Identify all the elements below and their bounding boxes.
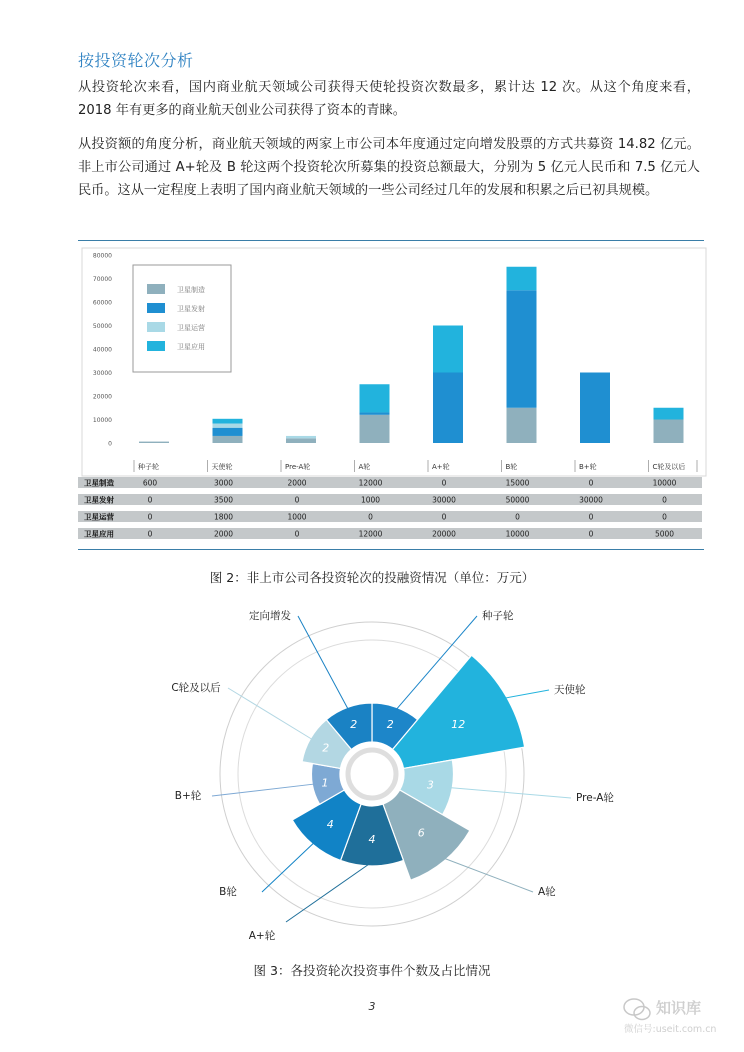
bar-segment xyxy=(213,419,243,424)
watermark-subtitle: 微信号:useit.com.cn xyxy=(624,1024,717,1035)
slice-value-label: 3 xyxy=(426,778,434,792)
table-cell: 30000 xyxy=(579,495,603,505)
category-label: A+轮 xyxy=(432,463,450,471)
slice-category-label: A+轮 xyxy=(248,930,276,942)
rose-chart xyxy=(0,592,744,962)
legend-label: 卫星应用 xyxy=(177,343,205,351)
bar-segment xyxy=(360,412,390,414)
table-row-label: 卫星发射 xyxy=(84,495,114,505)
table-row-label: 卫星制造 xyxy=(84,478,114,488)
category-label: 种子轮 xyxy=(138,463,159,471)
table-cell: 0 xyxy=(441,512,447,522)
slice-value-label: 4 xyxy=(368,833,376,846)
leader-line xyxy=(286,862,372,922)
section-title: 按投资轮次分析 xyxy=(78,51,194,70)
legend-swatch xyxy=(147,341,165,351)
table-cell: 1800 xyxy=(213,512,234,522)
table-cell: 0 xyxy=(294,529,300,539)
table-cell: 0 xyxy=(515,512,520,522)
table-cell: 15000 xyxy=(505,478,530,488)
bar-segment xyxy=(213,423,243,427)
table-cell: 1000 xyxy=(287,512,307,522)
bar-segment xyxy=(286,436,316,438)
legend-box xyxy=(133,265,231,372)
leader-line xyxy=(228,688,314,741)
table-cell: 30000 xyxy=(432,495,456,505)
paragraph-2: 从投资额的角度分析，商业航天领域的两家上市公司本年度通过定向增发股票的方式共募资 14.82 亿元。非上市公司通过 A+轮及 B 轮这两个投资轮次所募集的投资总额最大，分别为 5 亿元人民币和 7.5 亿元人民币。这从一定程度上表明了国内商业航天领域的一些公司经过几年的发展和积累之后已初具规模。 xyxy=(78,137,700,198)
slice-category-label: B轮 xyxy=(219,886,237,898)
category-label: B轮 xyxy=(505,463,518,471)
legend-label: 卫星发射 xyxy=(177,305,205,313)
category-label: A轮 xyxy=(358,463,371,471)
slice-value-label: 4 xyxy=(326,817,334,831)
y-tick-label: 30000 xyxy=(92,370,112,377)
bar-segment xyxy=(213,428,243,436)
leader-line xyxy=(262,841,315,892)
table-cell: 0 xyxy=(662,495,667,505)
y-tick-label: 40000 xyxy=(92,346,112,354)
bar-segment xyxy=(654,408,684,420)
category-label: C轮及以后 xyxy=(652,463,686,471)
legend-swatch xyxy=(147,322,165,332)
slice-value-label: 6 xyxy=(417,826,425,840)
bar-segment xyxy=(433,326,463,373)
y-tick-label: 20000 xyxy=(92,393,112,401)
slice-category-label: C轮及以后 xyxy=(171,682,221,694)
leader-line xyxy=(503,690,549,699)
slice-category-label: B+轮 xyxy=(174,790,202,802)
bar-segment xyxy=(507,267,537,291)
y-tick-label: 10000 xyxy=(92,417,112,424)
table-cell: 0 xyxy=(588,478,594,488)
y-tick-label: 80000 xyxy=(92,252,112,260)
table-cell: 10000 xyxy=(652,478,677,488)
table-row xyxy=(78,511,702,522)
paragraph-1: 从投资轮次来看，国内商业航天领域公司获得天使轮投资次数最多，累计达 12 次。从这个角度来看，2018 年有更多的商业航天创业公司获得了资本的青睐。 xyxy=(78,80,700,118)
table-cell: 0 xyxy=(588,512,594,522)
slice-value-label: 2 xyxy=(322,741,330,755)
table-cell: 0 xyxy=(147,529,153,539)
table-cell: 0 xyxy=(294,495,300,505)
table-row-label: 卫星应用 xyxy=(84,529,114,539)
table-cell: 0 xyxy=(441,478,447,488)
page-number: 3 xyxy=(368,1000,376,1013)
watermark-title: 知识库 xyxy=(656,999,702,1017)
bar-segment xyxy=(507,290,537,408)
legend-swatch xyxy=(147,303,165,313)
rose-slice xyxy=(393,655,525,768)
category-label: Pre-A轮 xyxy=(285,463,311,471)
table-cell: 3500 xyxy=(213,495,234,505)
leader-line xyxy=(448,787,571,798)
y-tick-label: 60000 xyxy=(92,299,112,307)
bar-segment xyxy=(286,438,316,443)
bar-segment xyxy=(360,384,390,412)
leader-line xyxy=(442,857,533,892)
watermark xyxy=(620,995,730,1039)
table-cell: 0 xyxy=(368,512,373,522)
y-tick-label: 70000 xyxy=(92,276,112,283)
table-cell: 10000 xyxy=(505,529,530,539)
y-tick-label: 0 xyxy=(108,440,112,448)
table-cell: 12000 xyxy=(358,529,383,539)
table-cell: 0 xyxy=(588,529,594,539)
table-cell: 0 xyxy=(147,512,153,522)
table-cell: 1000 xyxy=(360,495,381,505)
legend-swatch xyxy=(147,284,165,294)
bar-segment xyxy=(433,373,463,444)
slice-category-label: Pre-A轮 xyxy=(576,792,614,804)
bar-segment xyxy=(580,373,610,444)
bar-segment xyxy=(507,408,537,443)
figure2-caption: 图 2：非上市公司各投资轮次的投融资情况（单位：万元） xyxy=(209,570,535,585)
legend-label: 卫星制造 xyxy=(177,286,205,294)
table-row xyxy=(78,528,702,539)
table-cell: 50000 xyxy=(505,495,530,505)
table-cell: 600 xyxy=(142,478,158,488)
leader-line xyxy=(212,784,316,796)
slice-value-label: 2 xyxy=(350,717,358,731)
bar-segment xyxy=(360,415,390,443)
table-cell: 0 xyxy=(147,495,153,505)
slice-value-label: 12 xyxy=(451,718,466,732)
table-cell: 12000 xyxy=(358,478,383,488)
table-row-label: 卫星运营 xyxy=(84,512,114,522)
bar-chart xyxy=(0,241,744,551)
slice-category-label: A轮 xyxy=(538,886,556,898)
bar-segment xyxy=(654,420,684,444)
table-cell: 3000 xyxy=(213,478,234,488)
slice-category-label: 定向增发 xyxy=(249,610,291,622)
table-cell: 5000 xyxy=(654,529,675,539)
category-label: B+轮 xyxy=(579,463,597,471)
slice-value-label: 1 xyxy=(321,776,329,790)
slice-category-label: 种子轮 xyxy=(482,610,514,622)
table-row xyxy=(78,494,702,505)
legend-label: 卫星运营 xyxy=(177,324,205,332)
y-tick-label: 50000 xyxy=(92,323,112,330)
table-cell: 2000 xyxy=(287,478,307,488)
bar-segment xyxy=(213,436,243,443)
table-cell: 20000 xyxy=(432,529,456,539)
bar-segment xyxy=(139,442,169,443)
slice-value-label: 2 xyxy=(386,717,394,731)
category-label: 天使轮 xyxy=(211,463,233,471)
slice-category-label: 天使轮 xyxy=(554,684,586,696)
table-row xyxy=(78,477,702,488)
figure3-caption: 图 3：各投资轮次投资事件个数及占比情况 xyxy=(253,963,491,978)
table-cell: 0 xyxy=(662,512,667,522)
table-cell: 2000 xyxy=(213,529,234,539)
